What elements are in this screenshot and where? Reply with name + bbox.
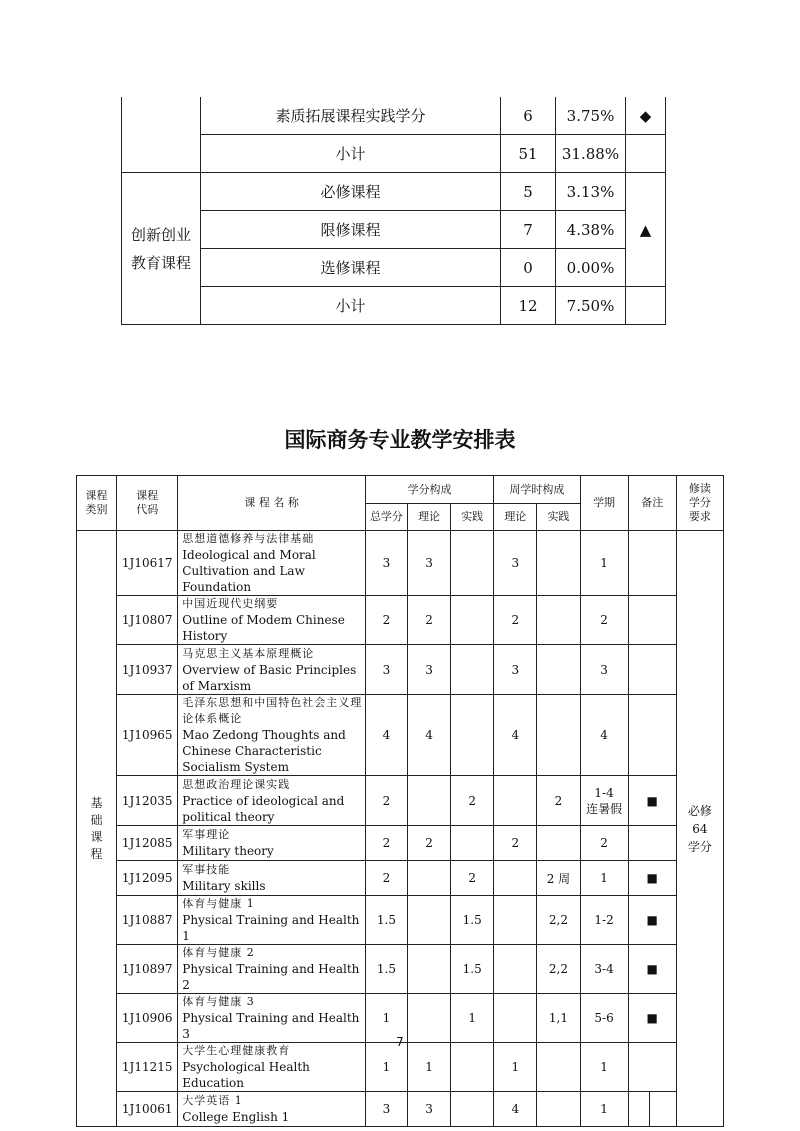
hours-theory: 4 (494, 1092, 537, 1127)
credit-total: 2 (365, 826, 407, 861)
semester: 3-4 (580, 945, 628, 994)
credit-theory (408, 861, 451, 896)
remark: ■ (628, 945, 676, 994)
header-line: 学分 (688, 496, 711, 509)
category-char: 基 (90, 795, 103, 810)
semester: 2 (580, 826, 628, 861)
course-name-zh: 军事理论 (182, 828, 231, 841)
header-line: 课程 (136, 489, 159, 502)
page-number: 7 (396, 1035, 404, 1049)
credit-total: 1.5 (365, 896, 407, 945)
header-semester: 学期 (580, 476, 628, 531)
percent-value: 0.00% (556, 249, 626, 287)
hours-practice (537, 1043, 580, 1092)
course-type-name: 必修课程 (201, 173, 501, 211)
header-remark: 备注 (628, 476, 676, 531)
remark (628, 645, 676, 695)
category-line: 教育课程 (130, 253, 191, 272)
percent-value: 3.13% (556, 173, 626, 211)
percent-value: 7.50% (556, 287, 626, 325)
table-row (77, 1043, 724, 1092)
hours-theory: 2 (494, 596, 537, 645)
credit-practice (451, 596, 494, 645)
hours-practice (537, 695, 580, 776)
credit-theory: 1 (408, 1043, 451, 1092)
hours-practice: 2,2 (537, 945, 580, 994)
hours-theory (494, 945, 537, 994)
course-code: 1J10965 (117, 695, 178, 776)
table-row (122, 97, 666, 135)
header-credit-group: 学分构成 (365, 476, 493, 504)
remark (628, 1092, 676, 1127)
course-name-zh: 体育与健康 2 (182, 946, 255, 959)
hours-theory: 3 (494, 645, 537, 695)
credit-theory (408, 896, 451, 945)
remark: ■ (628, 861, 676, 896)
course-name (178, 645, 366, 695)
credit-total: 1 (365, 1043, 407, 1092)
header-credit-total: 总学分 (365, 504, 407, 531)
course-name (178, 826, 366, 861)
remark-right (650, 1092, 676, 1126)
course-name (178, 861, 366, 896)
requirement-line: 64 (692, 821, 708, 836)
course-name-en: Physical Training and Health 2 (182, 962, 360, 992)
header-row (77, 476, 724, 504)
header-hours-theory: 理论 (494, 504, 537, 531)
percent-value: 3.75% (556, 97, 626, 135)
course-code: 1J10617 (117, 531, 178, 596)
category-line: 创新创业 (130, 225, 191, 244)
innovation-category-cell (122, 173, 201, 325)
hours-practice (537, 645, 580, 695)
hours-practice: 2 周 (537, 861, 580, 896)
table-row (77, 645, 724, 695)
semester: 1 (580, 531, 628, 596)
hours-theory: 4 (494, 695, 537, 776)
remark (628, 1043, 676, 1092)
percent-value: 4.38% (556, 211, 626, 249)
remark (628, 531, 676, 596)
credit-theory: 2 (408, 826, 451, 861)
table-row (77, 826, 724, 861)
course-name-en: Military theory (182, 844, 274, 858)
credit-practice (451, 1043, 494, 1092)
credit-practice (451, 531, 494, 596)
header-line: 要求 (688, 510, 711, 523)
hours-theory: 2 (494, 826, 537, 861)
header-code (117, 476, 178, 531)
course-code: 1J10897 (117, 945, 178, 994)
course-name (178, 1043, 366, 1092)
course-name-en: Psychological Health Education (182, 1060, 310, 1090)
credit-total: 1.5 (365, 945, 407, 994)
semester: 1 (580, 1043, 628, 1092)
subtotal-label: 小计 (201, 135, 501, 173)
course-name (178, 531, 366, 596)
course-name-en: Outline of Modem Chinese History (182, 613, 345, 643)
table-row (77, 596, 724, 645)
course-code: 1J12085 (117, 826, 178, 861)
credit-practice: 1.5 (451, 896, 494, 945)
table-row (122, 173, 666, 211)
percent-value: 31.88% (556, 135, 626, 173)
table-row (77, 695, 724, 776)
remark (628, 695, 676, 776)
credit-total: 3 (365, 645, 407, 695)
remark-split (629, 1092, 676, 1126)
category-char: 程 (90, 846, 103, 861)
credit-practice (451, 826, 494, 861)
course-code: 1J10807 (117, 596, 178, 645)
hours-theory: 3 (494, 531, 537, 596)
credit-total: 2 (365, 861, 407, 896)
course-name (178, 945, 366, 994)
credit-theory (408, 945, 451, 994)
credits-value: 6 (501, 97, 556, 135)
header-hours-practice: 实践 (537, 504, 580, 531)
category-char: 课 (90, 829, 103, 844)
table-row (122, 249, 666, 287)
remark (628, 596, 676, 645)
header-course-name: 课 程 名 称 (178, 476, 366, 531)
semester: 1 (580, 1092, 628, 1127)
course-code: 1J12095 (117, 861, 178, 896)
requirement-line: 必修 (687, 803, 712, 818)
course-type-name: 素质拓展课程实践学分 (201, 97, 501, 135)
requirement-line: 学分 (687, 839, 712, 854)
course-type-name: 限修课程 (201, 211, 501, 249)
course-name-zh: 马克思主义基本原理概论 (182, 646, 315, 660)
course-name-en: Ideological and Moral Cultivation and Law Foundation (182, 548, 316, 594)
course-code: 1J10887 (117, 896, 178, 945)
credits-value: 12 (501, 287, 556, 325)
mark-cell (626, 287, 666, 325)
credit-theory: 3 (408, 1092, 451, 1127)
hours-theory (494, 776, 537, 826)
credit-total: 4 (365, 695, 407, 776)
diamond-mark: ◆ (626, 97, 666, 135)
header-credit-theory: 理论 (408, 504, 451, 531)
page-title: 国际商务专业教学安排表 (284, 428, 516, 452)
triangle-mark: ▲ (626, 173, 666, 287)
credit-theory (408, 776, 451, 826)
course-name-zh: 毛泽东思想和中国特色社会主义理论体系概论 (182, 696, 363, 725)
course-code: 1J11215 (117, 1043, 178, 1092)
mark-cell (626, 135, 666, 173)
credit-practice (451, 1092, 494, 1127)
remark: ■ (628, 776, 676, 826)
course-name-en: Practice of ideological and political theory (182, 793, 345, 824)
table-row (122, 135, 666, 173)
remark: ■ (628, 896, 676, 945)
course-name-en: Overview of Basic Principles of Marxism (182, 662, 357, 693)
hours-theory (494, 861, 537, 896)
hours-theory (494, 896, 537, 945)
table-row (77, 861, 724, 896)
remark: ■ (628, 994, 676, 1043)
credit-practice: 1.5 (451, 945, 494, 994)
credit-summary-table (121, 97, 666, 325)
header-line: 类别 (85, 503, 108, 516)
hours-practice: 2 (537, 776, 580, 826)
course-code: 1J10937 (117, 645, 178, 695)
hours-practice (537, 826, 580, 861)
category-char: 础 (90, 812, 103, 827)
credit-theory: 4 (408, 695, 451, 776)
remark (628, 826, 676, 861)
course-code: 1J10061 (117, 1092, 178, 1127)
table-row (77, 945, 724, 994)
semester: 1 (580, 861, 628, 896)
table-row (77, 896, 724, 945)
semester-note: 连暑假 (586, 801, 623, 816)
credit-theory: 3 (408, 645, 451, 695)
credit-practice (451, 695, 494, 776)
course-name (178, 695, 366, 776)
table-row (122, 287, 666, 325)
semester: 5-6 (580, 994, 628, 1043)
table-row (77, 776, 724, 826)
course-name (178, 596, 366, 645)
credit-practice: 2 (451, 776, 494, 826)
credit-theory: 2 (408, 596, 451, 645)
header-requirement (676, 476, 723, 531)
course-name (178, 896, 366, 945)
course-name-zh: 思想政治理论课实践 (182, 777, 291, 791)
semester: 3 (580, 645, 628, 695)
credit-practice (451, 645, 494, 695)
course-name-zh: 体育与健康 1 (182, 897, 255, 910)
semester: 2 (580, 596, 628, 645)
credits-value: 7 (501, 211, 556, 249)
credits-value: 0 (501, 249, 556, 287)
header-hours-group: 周学时构成 (494, 476, 580, 504)
category-cell (122, 97, 201, 173)
credits-value: 5 (501, 173, 556, 211)
credit-theory: 3 (408, 531, 451, 596)
header-credit-practice: 实践 (451, 504, 494, 531)
table-row (77, 531, 724, 596)
course-name-zh: 大学英语 1 (182, 1094, 243, 1107)
course-type-name: 选修课程 (201, 249, 501, 287)
credit-total: 2 (365, 596, 407, 645)
credit-total: 3 (365, 1092, 407, 1127)
header-line: 课程 (85, 489, 108, 502)
course-name-en: Military skills (182, 879, 266, 893)
semester: 1-2 (580, 896, 628, 945)
hours-practice: 2,2 (537, 896, 580, 945)
header-line: 修读 (688, 482, 711, 495)
teaching-schedule-table (76, 475, 724, 1127)
header-line: 代码 (136, 503, 159, 516)
credit-total: 2 (365, 776, 407, 826)
course-name (178, 776, 366, 826)
hours-practice (537, 596, 580, 645)
credit-practice: 2 (451, 861, 494, 896)
hours-practice (537, 531, 580, 596)
credit-total: 3 (365, 531, 407, 596)
credit-total: 1 (365, 994, 407, 1043)
subtotal-label: 小计 (201, 287, 501, 325)
hours-practice (537, 1092, 580, 1127)
hours-theory: 1 (494, 1043, 537, 1092)
hours-practice: 1,1 (537, 994, 580, 1043)
course-name-en: Mao Zedong Thoughts and Chinese Characteristic Socialism System (182, 728, 346, 774)
course-name (178, 1092, 366, 1127)
course-name-en: College English 1 (182, 1110, 290, 1124)
semester: 4 (580, 695, 628, 776)
table-row (122, 211, 666, 249)
course-name-zh: 体育与健康 3 (182, 995, 255, 1008)
credit-practice: 1 (451, 994, 494, 1043)
course-code: 1J12035 (117, 776, 178, 826)
course-name-zh: 思想道德修养与法律基础 (182, 532, 315, 545)
semester-range: 1-4 (594, 785, 614, 800)
course-name-en: Physical Training and Health 3 (182, 1011, 360, 1041)
course-name-zh: 大学生心理健康教育 (182, 1044, 291, 1057)
remark-left (629, 1092, 650, 1126)
course-code: 1J10906 (117, 994, 178, 1043)
course-name-en: Physical Training and Health 1 (182, 913, 360, 943)
table-row (77, 1092, 724, 1127)
semester (580, 776, 628, 826)
credits-value: 51 (501, 135, 556, 173)
course-name-zh: 军事技能 (182, 863, 231, 876)
header-category (77, 476, 117, 531)
course-name-zh: 中国近现代史纲要 (182, 597, 279, 610)
